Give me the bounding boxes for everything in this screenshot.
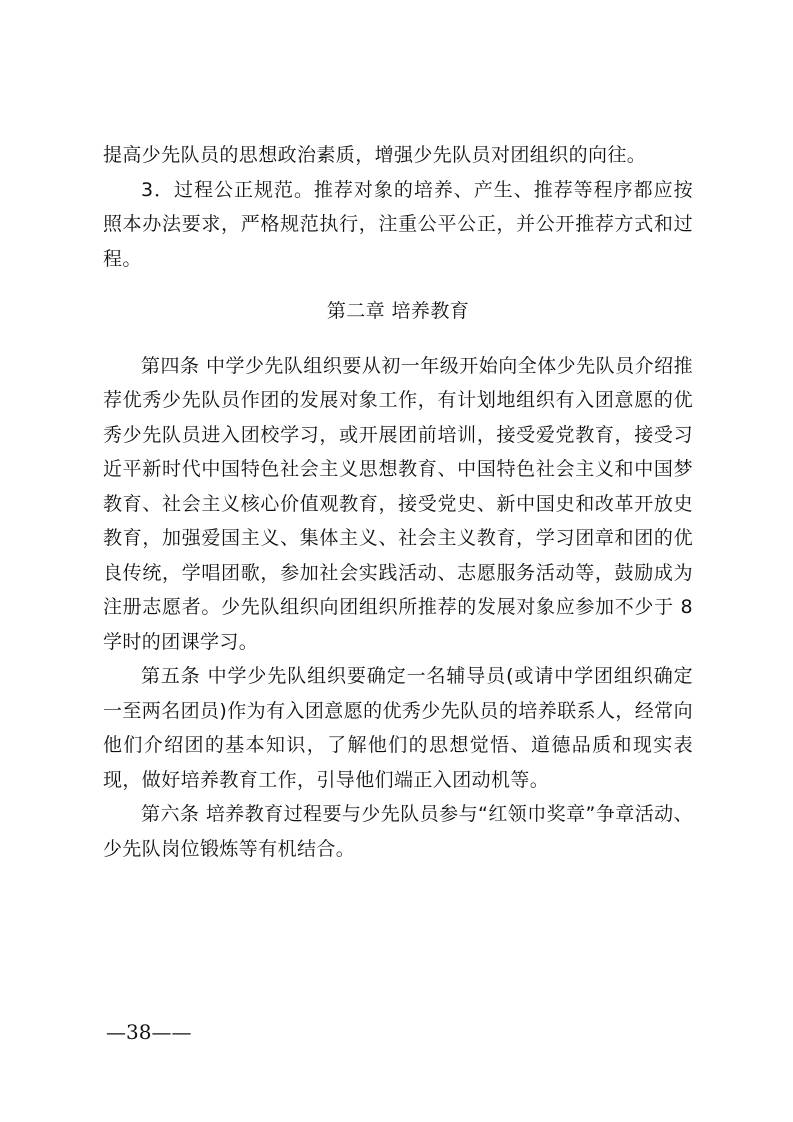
paragraph-article-6: 第六条 培养教育过程要与少先队员参与“红领巾奖章”争章活动、少先队岗位锻炼等有机结合。: [103, 803, 693, 860]
paragraph-process-fairness: 3．过程公正规范。推荐对象的培养、产生、推荐等程序都应按照本办法要求，严格规范执行，注重公平公正，并公开推荐方式和过程。: [103, 178, 693, 270]
page-number: —38——: [106, 1020, 192, 1044]
paragraph-article-4: 第四条 中学少先队组织要从初一年级开始向全体少先队员介绍推荐优秀少先队员作团的发展对象工作，有计划地组织有入团意愿的优秀少先队员进入团校学习，或开展团前培训，接受爱党教育，接受习近平新时代中国特色社会主义思想教育、中国特色社会主义和中国梦教育、社会主义核心价值观教育，接受党史、新中国史和改革开放史教育，加强爱国主义、集体主义、社会主义教育，学习团章和团的优良传统，学唱团歌，参加社会实践活动、志愿服务活动等，鼓励成为注册志愿者。少先队组织向团组织所推荐的发展对象应参加不少于 8 学时的团课学习。: [103, 354, 693, 653]
paragraph-article-5: 第五条 中学少先队组织要确定一名辅导员(或请中学团组织确定一至两名团员)作为有入团意愿的优秀少先队员的培养联系人，经常向他们介绍团的基本知识，了解他们的思想觉悟、道德品质和现实表现，做好培养教育工作，引导他们端正入团动机等。: [103, 665, 693, 791]
document-body: [103, 138, 693, 866]
chapter-heading: 第二章 培养教育: [326, 300, 470, 322]
paragraph-continuation: 提高少先队员的思想政治素质，增强少先队员对团组织的向往。: [103, 144, 647, 166]
